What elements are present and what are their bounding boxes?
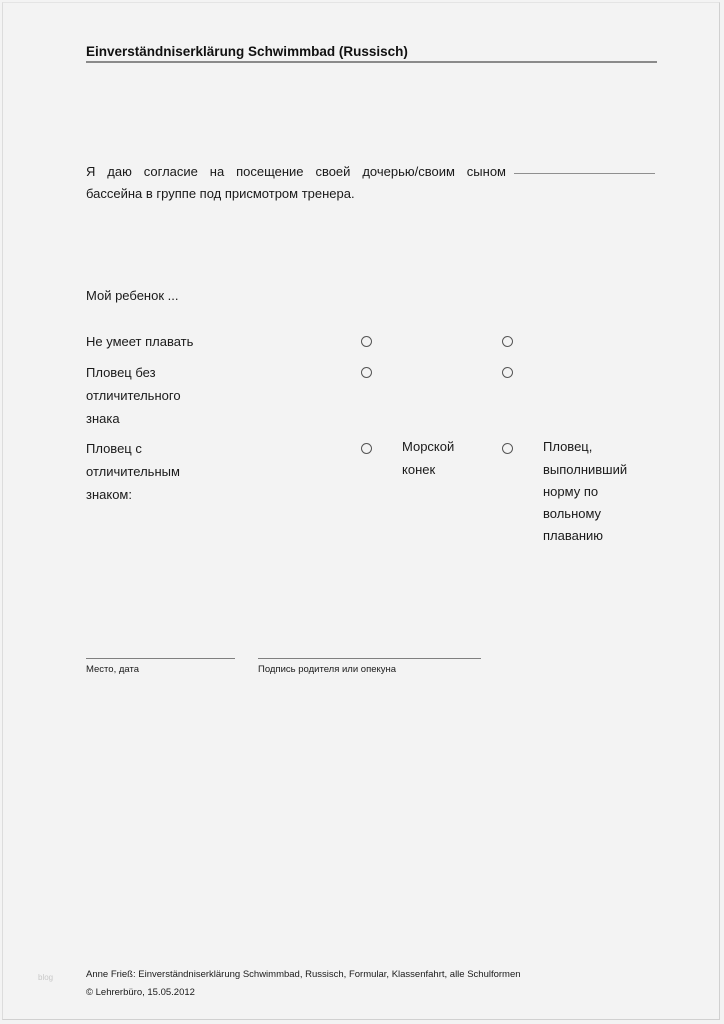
option-no-badge-label-line1: Пловец без	[86, 365, 156, 380]
document-title: Einverständniserklärung Schwimmbad (Russisch)	[86, 44, 408, 59]
parent-signature-field[interactable]	[258, 658, 481, 659]
place-date-field[interactable]	[86, 658, 235, 659]
my-child-label: Мой ребенок ...	[86, 288, 179, 303]
freestyle-norm-label-line2: выполнивший	[543, 462, 628, 477]
option-no-badge-label-line3: знака	[86, 411, 120, 426]
option-cannot-swim-label: Не умеет плавать	[86, 334, 194, 349]
seahorse-label-line2: конек	[402, 462, 436, 477]
option-no-badge-radio-a[interactable]	[361, 367, 372, 378]
place-date-label: Место, дата	[86, 664, 140, 675]
title-underline	[86, 61, 657, 63]
freestyle-norm-label-line1: Пловец,	[543, 439, 593, 454]
freestyle-norm-radio[interactable]	[502, 443, 513, 454]
seahorse-radio[interactable]	[361, 443, 372, 454]
document-page	[2, 2, 720, 1020]
option-with-badge-label-line1: Пловец с	[86, 441, 142, 456]
option-no-badge-label-line2: отличительного	[86, 388, 181, 403]
option-with-badge-label-line3: знаком:	[86, 487, 132, 502]
option-cannot-swim-radio-b[interactable]	[502, 336, 513, 347]
freestyle-norm-label-line5: плаванию	[543, 528, 604, 543]
footer-line2: © Lehrerbüro, 15.05.2012	[86, 987, 195, 998]
footer-line1: Anne Frieß: Einverständniserklärung Schwimmbad, Russisch, Formular, Klassenfahrt, alle Schulformen	[86, 969, 521, 980]
option-no-badge-radio-b[interactable]	[502, 367, 513, 378]
option-cannot-swim-radio-a[interactable]	[361, 336, 372, 347]
consent-text-line2: бассейна в группе под присмотром тренера.	[86, 186, 355, 201]
watermark: blog	[38, 973, 54, 982]
parent-signature-label: Подпись родителя или опекуна	[258, 664, 397, 675]
option-with-badge-label-line2: отличительным	[86, 464, 180, 479]
consent-text-line1: Я даю согласие на посещение своей дочерью/своим сыном	[86, 164, 506, 179]
seahorse-label-line1: Морской	[402, 439, 455, 454]
freestyle-norm-label-line3: норму по	[543, 484, 599, 499]
freestyle-norm-label-line4: вольному	[543, 506, 602, 521]
child-name-field[interactable]	[514, 173, 655, 174]
